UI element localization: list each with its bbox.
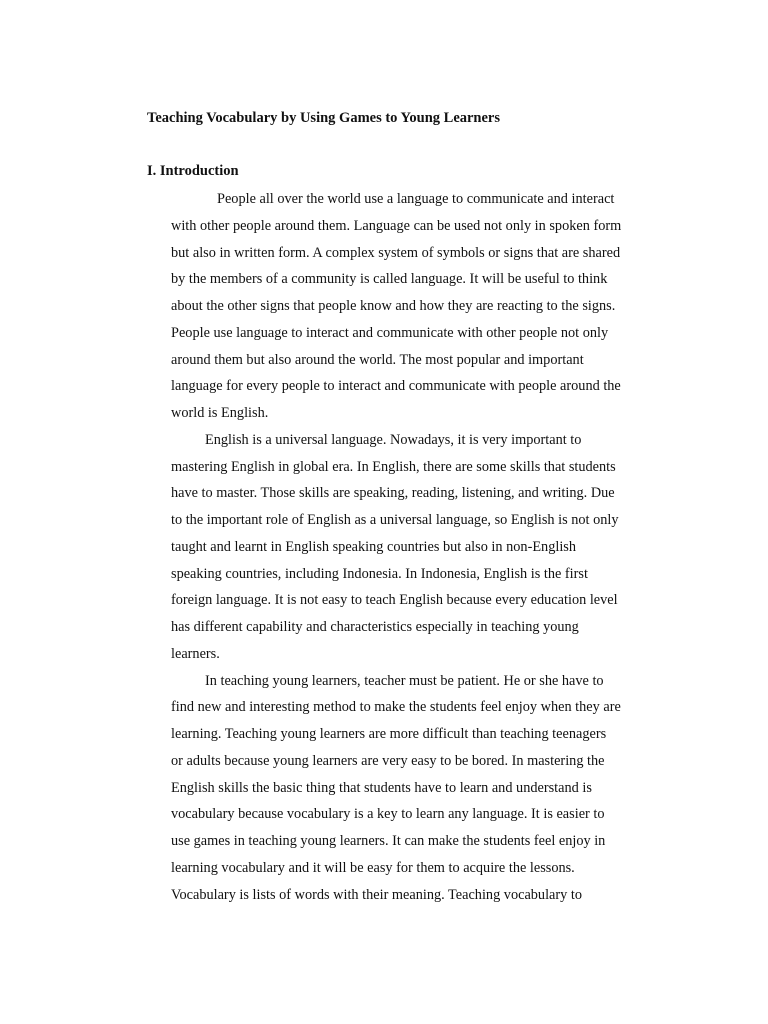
paragraph-line: English is a universal language. Nowadays, it is very important to [205,431,582,448]
paragraph-1 [171,186,691,427]
paragraph-line: but also in written form. A complex system of symbols or signs that are shared [171,244,621,261]
paragraph-line: mastering English in global era. In English, there are some skills that students [171,458,616,475]
paragraph-line: foreign language. It is not easy to teach English because every education level [171,592,618,609]
paragraph-line: about the other signs that people know and how they are reacting to the signs. [171,298,616,314]
paragraph-line: to the important role of English as a universal language, so English is not only [171,512,619,528]
paragraph-line: In teaching young learners, teacher must be patient. He or she have to [205,672,604,689]
paragraph-2 [171,427,691,668]
paragraph-line: with other people around them. Language can be used not only in spoken form [171,217,622,234]
paragraph-line: People all over the world use a language to communicate and interact [217,191,615,207]
paragraph-3 [171,668,691,909]
paragraph-line: taught and learnt in English speaking countries but also in non-English [171,538,577,555]
paragraph-line: world is English. [171,405,269,421]
paragraph-line: use games in teaching young learners. It can make the students feel enjoy in [171,833,606,849]
paragraph-line: learners. [171,645,220,662]
paragraph-line: around them but also around the world. The most popular and important [171,351,584,368]
paragraph-line: or adults because young learners are very easy to be bored. In mastering the [171,752,605,769]
paragraph-line: Vocabulary is lists of words with their meaning. Teaching vocabulary to [171,886,583,903]
paragraph-line: has different capability and characteristics especially in teaching young [171,619,579,635]
paragraph-line: speaking countries, including Indonesia. In Indonesia, English is the first [171,565,588,582]
paragraph-line: by the members of a community is called language. It will be useful to think [171,271,608,288]
paragraph-line: have to master. Those skills are speaking, reading, listening, and writing. Due [171,485,615,502]
paragraph-line: learning vocabulary and it will be easy for them to acquire the lessons. [171,859,575,876]
paragraph-line: language for every people to interact and communicate with people around the [171,378,621,395]
paragraph-line: learning. Teaching young learners are more difficult than teaching teenagers [171,726,607,742]
section-heading: I. Introduction [147,163,239,179]
paragraph-line: English skills the basic thing that students have to learn and understand is [171,779,592,796]
paragraph-line: vocabulary because vocabulary is a key to learn any language. It is easier to [171,806,605,823]
paragraph-line: People use language to interact and communicate with other people not only [171,324,609,341]
paragraph-line: find new and interesting method to make the students feel enjoy when they are [171,699,621,716]
document-body [171,186,691,908]
document-title: Teaching Vocabulary by Using Games to Young Learners [147,110,501,126]
